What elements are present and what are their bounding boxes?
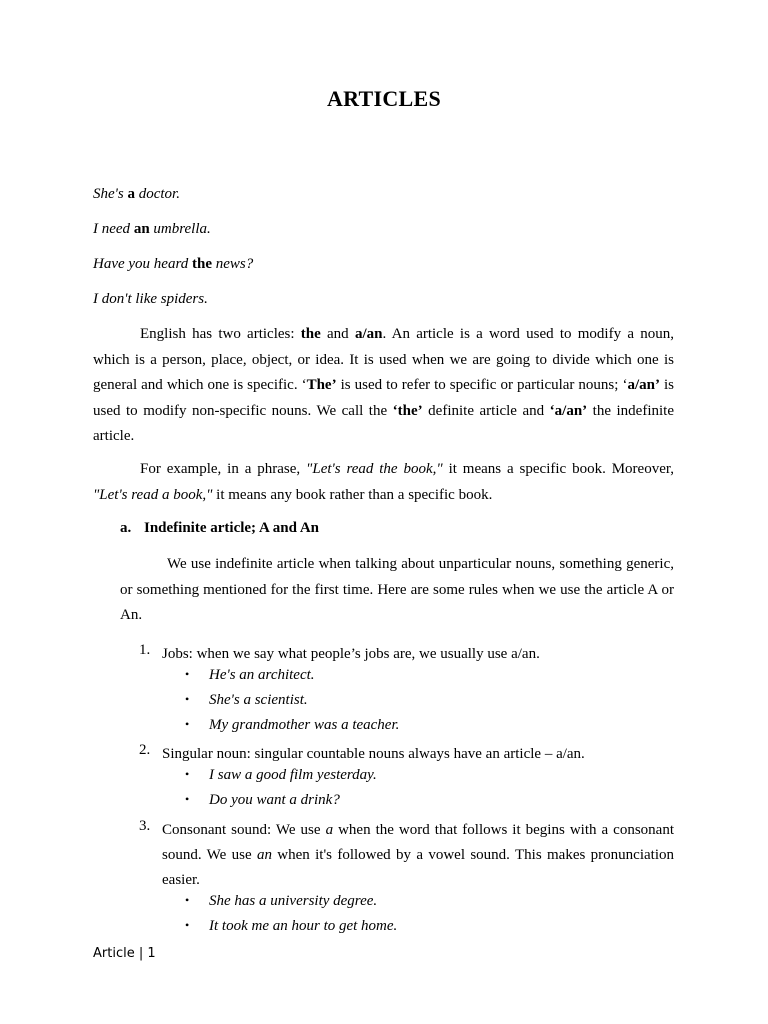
- example-sentence-3: [93, 256, 253, 273]
- list-item: • He's an architect.: [185, 667, 315, 683]
- example-text: I need: [93, 221, 134, 237]
- example-text: She's: [93, 186, 128, 202]
- intro-paragraph: English has two articles: the and a/an. An article is a word used to modify a noun, which is a person, place, object, or idea. It is used when we are going to divide which one is general and which one is specific. ‘The’ is used to refer to specific or particular nouns; ‘a/an’ is used to modify non-specific nouns. We call the ‘the’ definite article and ‘a/an’ the indefinite article.: [93, 326, 674, 444]
- rule-number: 2.: [139, 742, 151, 758]
- example-text: umbrella.: [149, 221, 211, 237]
- bullet-icon: •: [185, 893, 190, 907]
- list-item: • I saw a good film yesterday.: [185, 767, 377, 783]
- rule-text: Singular noun: singular countable nouns always have an article – a/an.: [162, 746, 585, 762]
- list-item: • It took me an hour to get home.: [185, 918, 398, 934]
- example-text: Have you heard: [93, 256, 192, 272]
- page-title: ARTICLES: [326, 86, 442, 111]
- section-paragraph: We use indefinite article when talking about unparticular nouns, something generic, or something mentioned for the first time. Here are some rules when we use the article A or An.: [120, 556, 674, 623]
- list-item: • Do you want a drink?: [185, 792, 340, 808]
- example-text: doctor.: [134, 186, 180, 202]
- example-text: news?: [212, 256, 254, 272]
- page-footer: Article | 1: [93, 946, 156, 961]
- bullet-icon: •: [185, 792, 190, 806]
- rule-number: 3.: [139, 818, 151, 834]
- example-article: a: [127, 186, 135, 202]
- bullet-icon: •: [185, 692, 190, 706]
- example-sentence-1: [93, 186, 180, 203]
- bullet-icon: •: [185, 918, 190, 932]
- section-heading-text: Indefinite article; A and An: [144, 520, 320, 536]
- rule-text: Jobs: when we say what people’s jobs are, we usually use a/an.: [162, 646, 540, 662]
- list-item: • She's a scientist.: [185, 692, 308, 708]
- example-article: the: [192, 256, 212, 272]
- example-text: I don't like spiders.: [93, 291, 208, 307]
- example-sentence-4: [93, 291, 208, 308]
- list-item: • She has a university degree.: [185, 893, 378, 909]
- bullet-icon: •: [185, 717, 190, 731]
- bullet-icon: •: [185, 667, 190, 681]
- section-heading: [120, 520, 319, 537]
- example-sentence-2: [93, 221, 211, 238]
- example-paragraph: For example, in a phrase, "Let's read the book," it means a specific book. Moreover, "Let's read a book," it means any book rather than a specific book.: [93, 461, 674, 503]
- section-marker: a.: [120, 520, 132, 536]
- rule-number: 1.: [139, 642, 151, 658]
- bullet-icon: •: [185, 767, 190, 781]
- list-item: • My grandmother was a teacher.: [185, 717, 400, 733]
- rule-text: Consonant sound: We use a when the word that follows it begins with a consonant sound. We use an when it's followed by a vowel sound. This makes pronunciation easier.: [162, 822, 675, 888]
- example-article: an: [133, 221, 150, 237]
